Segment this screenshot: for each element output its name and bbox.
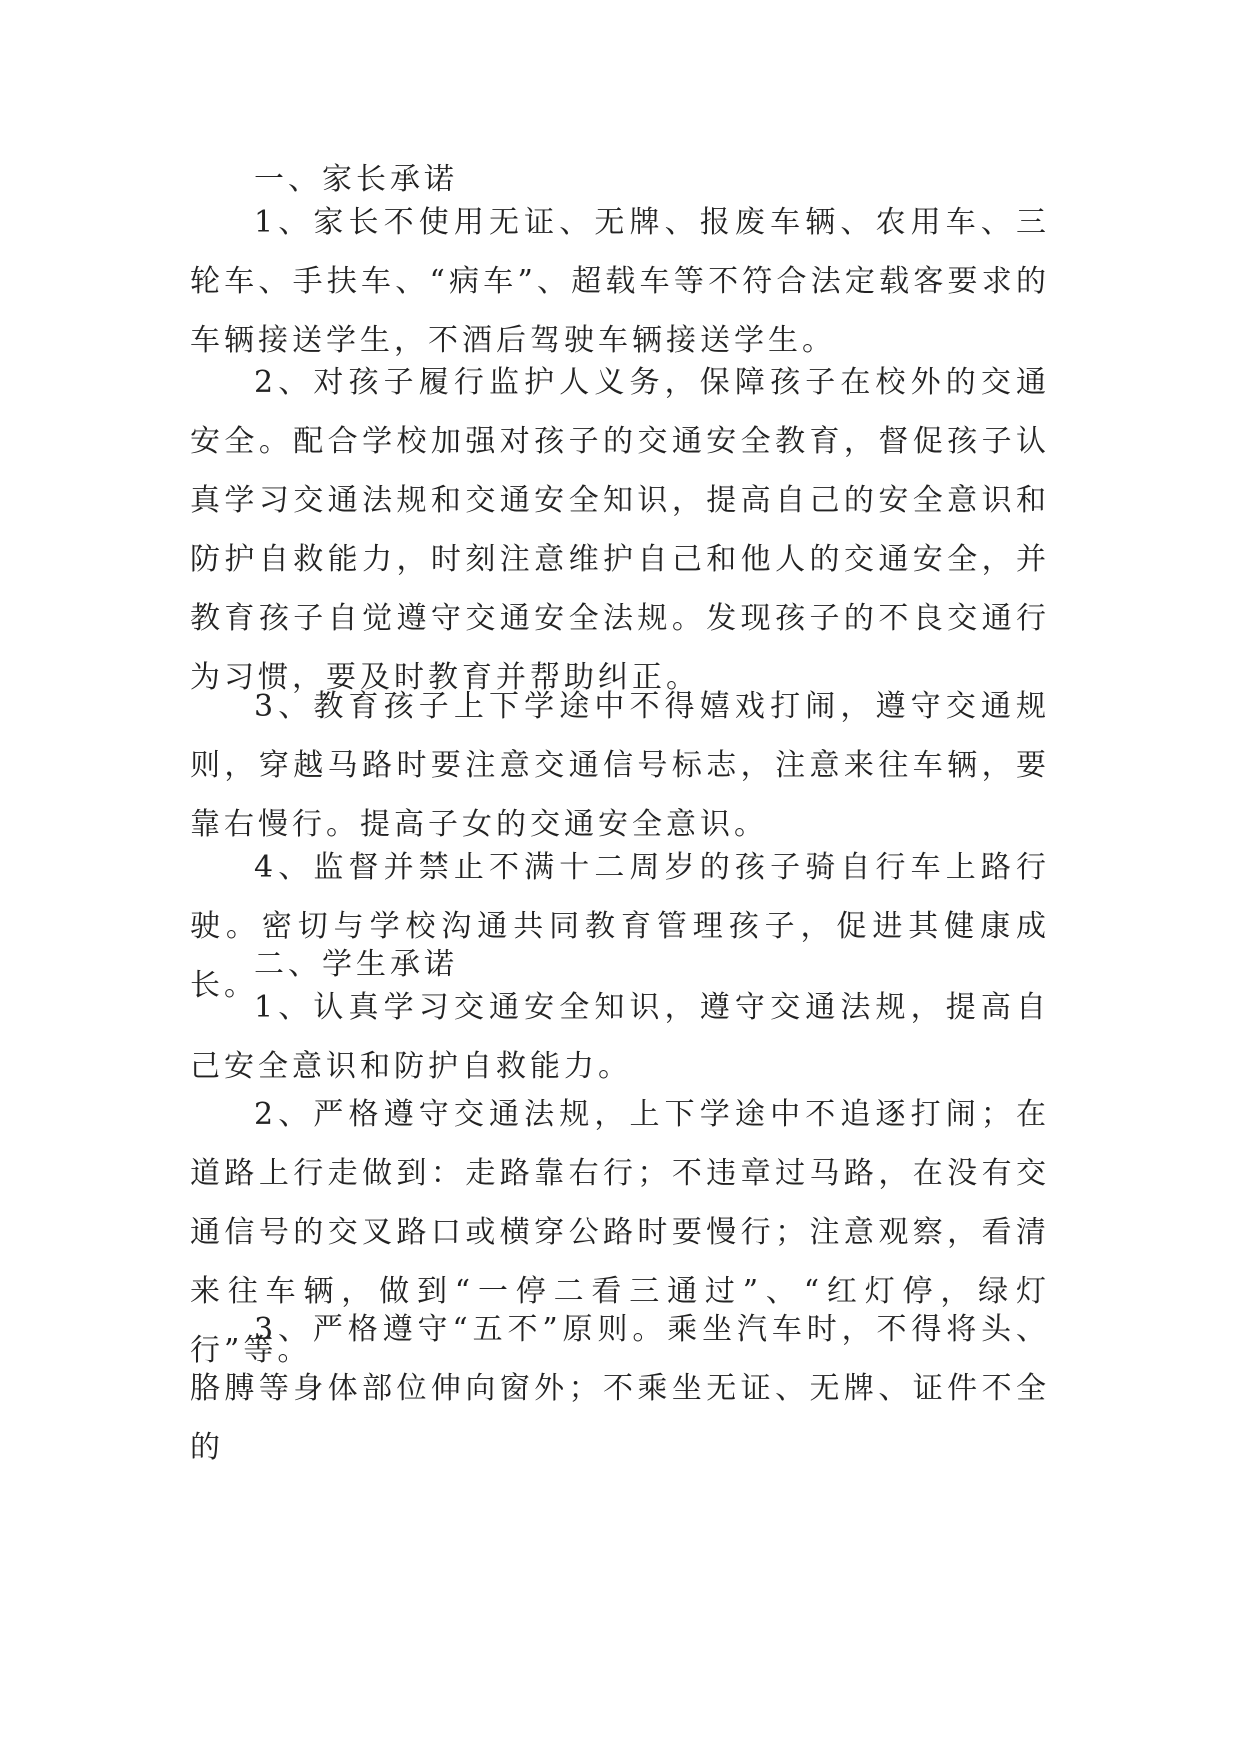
student-pledge-item-1: 1、认真学习交通安全知识，遵守交通法规，提高自己安全意识和防护自救能力。 <box>190 990 1050 1084</box>
section-heading-student-pledge: 二、学生承诺 <box>254 947 458 982</box>
parent-pledge-item-4: 4、监督并禁止不满十二周岁的孩子骑自行车上路行驶。密切与学校沟通共同教育管理孩子，促进其健康成长。 <box>190 850 1050 1003</box>
parent-pledge-item-3: 3、教育孩子上下学途中不得嬉戏打闹，遵守交通规则，穿越马路时要注意交通信号标志，注意来往车辆，要靠右慢行。提高子女的交通安全意识。 <box>190 689 1050 842</box>
student-pledge-item-3: 3、严格遵守“五不”原则。乘坐汽车时，不得将头、胳膊等身体部位伸向窗外；不乘坐无证、无牌、证件不全的 <box>190 1312 1050 1465</box>
parent-pledge-item-1: 1、家长不使用无证、无牌、报废车辆、农用车、三轮车、手扶车、“病车”、超载车等不符合法定载客要求的车辆接送学生，不酒后驾驶车辆接送学生。 <box>190 205 1050 358</box>
student-pledge-item-2: 2、严格遵守交通法规，上下学途中不追逐打闹；在道路上行走做到：走路靠右行；不违章过马路，在没有交通信号的交叉路口或横穿公路时要慢行；注意观察，看清来往车辆，做到“一停二看三通过”、“红灯停，绿灯行”等。 <box>190 1097 1050 1368</box>
section-heading-parent-pledge: 一、家长承诺 <box>254 162 458 197</box>
parent-pledge-item-2: 2、对孩子履行监护人义务，保障孩子在校外的交通安全。配合学校加强对孩子的交通安全教育，督促孩子认真学习交通法规和交通安全知识，提高自己的安全意识和防护自救能力，时刻注意维护自己和他人的交通安全，并教育孩子自觉遵守交通安全法规。发现孩子的不良交通行为习惯，要及时教育并帮助纠正。 <box>190 365 1050 695</box>
